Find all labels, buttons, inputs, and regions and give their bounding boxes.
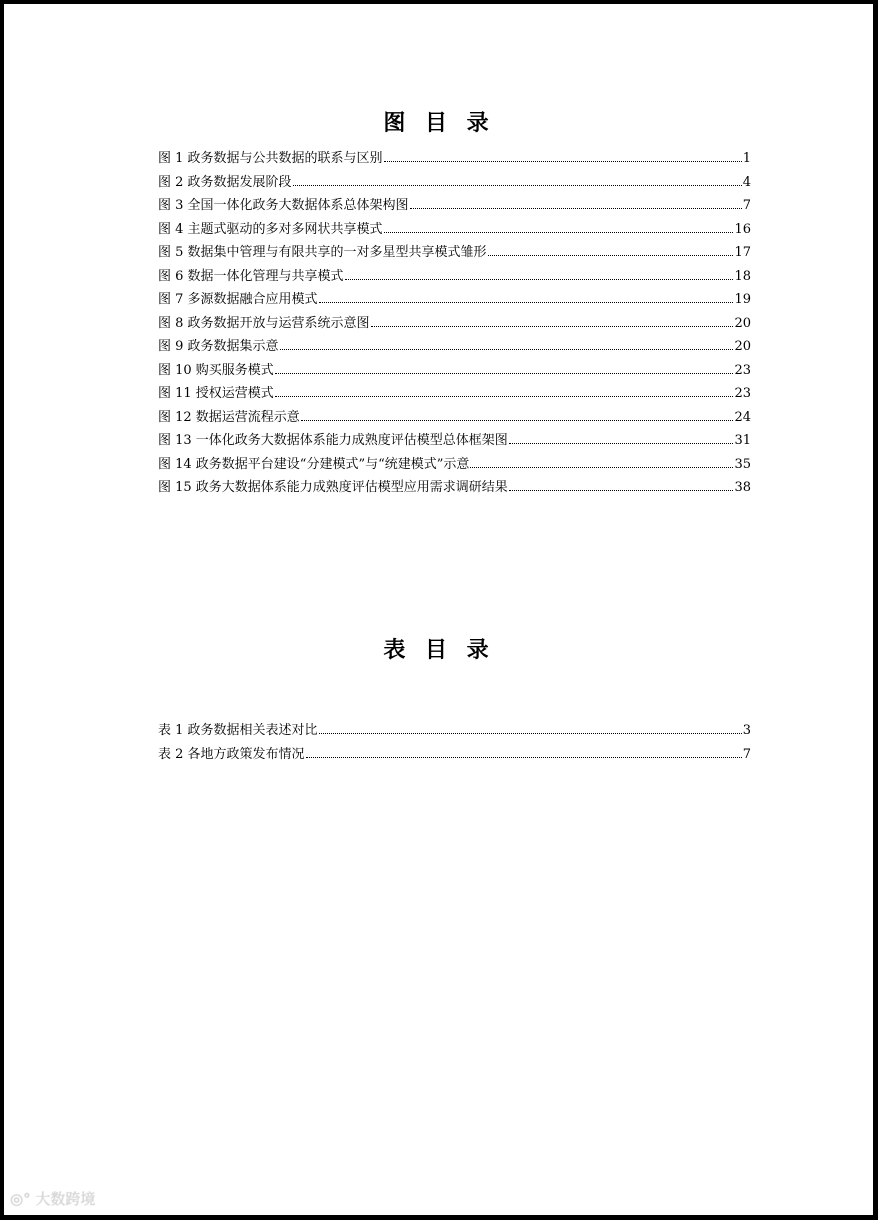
watermark-text: 大数跨境 [35,1190,96,1208]
dot-leader [293,185,742,186]
toc-entry[interactable] [158,171,751,195]
dot-leader [384,232,734,233]
toc-entry[interactable] [158,719,751,743]
toc-entry[interactable] [158,312,751,336]
toc-entry-label: 表 2 各地方政策发布情况 [158,746,305,762]
dot-leader [371,326,734,327]
toc-entry-page-number: 1 [742,151,751,166]
dot-leader [275,373,734,374]
toc-entry[interactable] [158,406,751,430]
toc-entry-label: 图 5 数据集中管理与有限共享的一对多星型共享模式雏形 [158,245,487,260]
watermark-icon: ◎° [10,1190,31,1208]
toc-entry-label: 图 9 政务数据集示意 [158,339,279,354]
toc-entry-label: 图 3 全国一体化政务大数据体系总体架构图 [158,198,409,213]
toc-entry[interactable] [158,218,751,242]
toc-entry-page-number: 31 [734,433,751,448]
toc-entry-page-number: 38 [734,480,751,495]
figure-list-heading: 图 目 录 [383,111,495,136]
watermark-logo [10,1188,95,1209]
toc-entry-label: 图 14 政务数据平台建设“分建模式”与“统建模式”示意 [158,456,470,472]
dot-leader [384,161,742,162]
dot-leader [410,208,742,209]
dot-leader [509,443,734,444]
toc-entry[interactable] [158,453,751,477]
dot-leader [301,420,734,421]
toc-entry-label: 表 1 政务数据相关表述对比 [158,723,318,738]
toc-entry-page-number: 4 [742,174,751,190]
toc-entry-label: 图 12 数据运营流程示意 [158,409,300,425]
dot-leader [345,279,734,280]
toc-entry[interactable] [158,429,751,453]
toc-entry-page-number: 20 [734,315,751,331]
toc-entry[interactable] [158,194,751,218]
toc-entry[interactable] [158,743,751,767]
toc-entry-page-number: 23 [734,386,751,401]
toc-entry[interactable] [158,265,751,289]
toc-entry-page-number: 18 [734,268,751,284]
toc-entry-page-number: 16 [734,221,751,237]
toc-entry[interactable] [158,147,751,171]
toc-entry-page-number: 3 [742,723,751,738]
dot-leader [488,255,734,256]
toc-entry[interactable] [158,335,751,359]
dot-leader [319,733,742,734]
table-list-heading: 表 目 录 [383,638,495,663]
toc-entry-page-number: 23 [734,362,751,378]
toc-entry-label: 图 7 多源数据融合应用模式 [158,292,318,307]
dot-leader [275,396,734,397]
dot-leader [509,490,734,491]
table-list [158,719,751,766]
toc-entry-label: 图 8 政务数据开放与运营系统示意图 [158,315,370,331]
toc-entry-label: 图 6 数据一体化管理与共享模式 [158,268,344,284]
toc-entry-label: 图 4 主题式驱动的多对多网状共享模式 [158,221,383,237]
toc-entry-page-number: 7 [742,198,751,213]
toc-entry[interactable] [158,359,751,383]
toc-entry-page-number: 20 [734,339,751,354]
toc-entry-label: 图 10 购买服务模式 [158,362,274,378]
figure-list [158,147,751,500]
toc-entry-label: 图 2 政务数据发展阶段 [158,174,292,190]
toc-entry[interactable] [158,476,751,500]
dot-leader [470,467,733,468]
toc-entry[interactable] [158,288,751,312]
toc-entry[interactable] [158,382,751,406]
toc-entry-label: 图 15 政务大数据体系能力成熟度评估模型应用需求调研结果 [158,480,508,495]
toc-entry-page-number: 7 [742,746,751,762]
toc-entry-label: 图 1 政务数据与公共数据的联系与区别 [158,151,383,166]
dot-leader [319,302,734,303]
toc-entry-page-number: 19 [734,292,751,307]
dot-leader [306,757,742,758]
toc-entry-label: 图 13 一体化政务大数据体系能力成熟度评估模型总体框架图 [158,433,508,448]
toc-entry-label: 图 11 授权运营模式 [158,386,274,401]
toc-entry-page-number: 24 [734,409,751,425]
toc-entry-page-number: 35 [734,456,751,472]
dot-leader [280,349,734,350]
toc-entry[interactable] [158,241,751,265]
toc-entry-page-number: 17 [734,245,751,260]
